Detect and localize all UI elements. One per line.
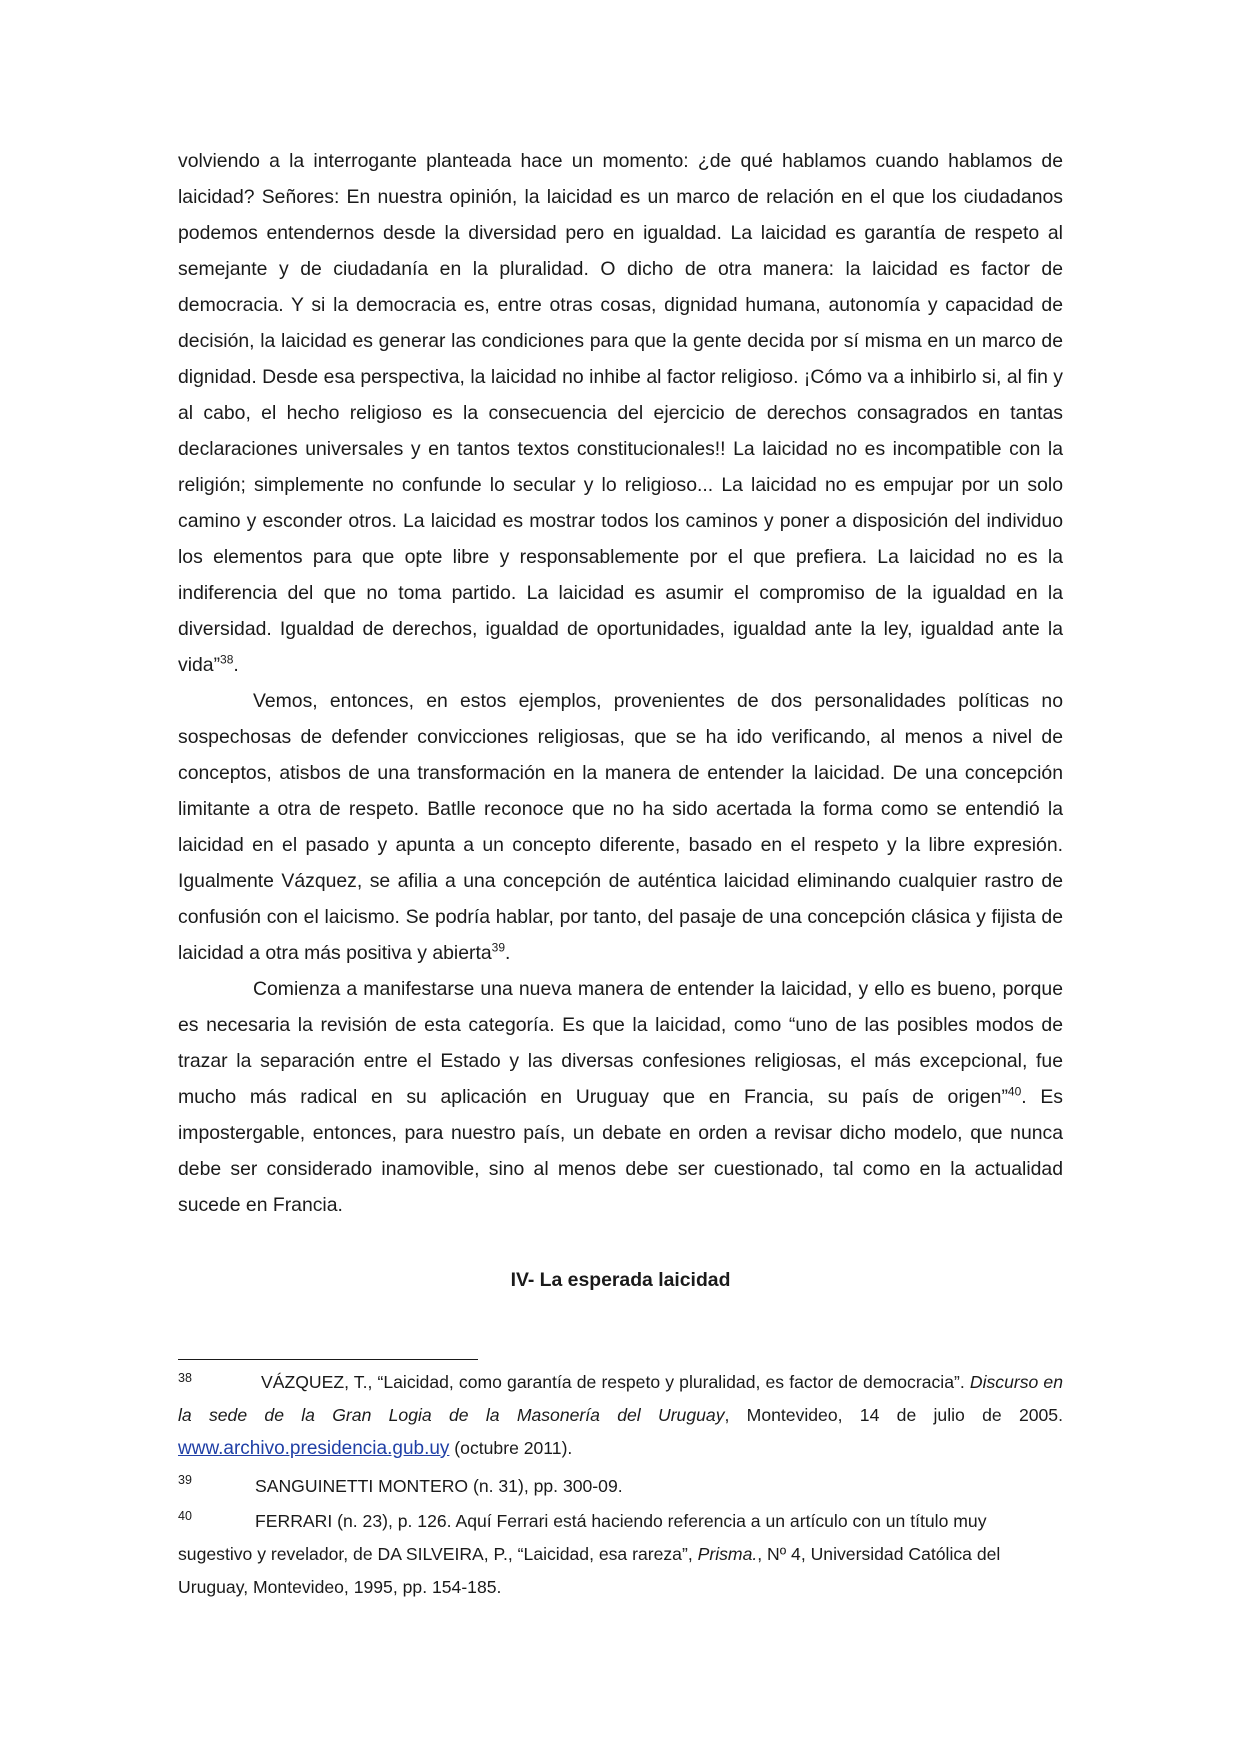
paragraph-3-text: Comienza a manifestarse una nueva manera de entender la laicidad, y ello es bueno, porque es necesaria la revisión de esta categoría. Es que la laicidad, como “uno de las posibles modos de trazar la separación entre el Estado y las diversas confesiones religiosas, el más excepcional, fue mucho más radical en su aplicación en Uruguay que en Francia, su país de origen” [178,978,1063,1108]
section-heading: IV- La esperada laicidad [510,1269,731,1291]
footnote-italic-title: Discurso en la sede de la Gran Logia de la Masonería del Uruguay [178,1372,1063,1425]
footnote-text: FERRARI (n. 23), p. 126. Aquí Ferrari está haciendo referencia a un artículo con un título muy sugestivo y revelador, de DA SILVEIRA, P., “Laicidad, esa rareza”, [178,1511,987,1564]
footnote-number: 38 [178,1371,192,1385]
footnote-text: , Montevideo, 14 de julio de 2005. [724,1405,1063,1425]
footnote-body [178,1505,1063,1604]
paragraph-1-text: volviendo a la interrogante planteada hace un momento: ¿de qué hablamos cuando hablamos de laicidad? Señores: En nuestra opinión, la laicidad es un marco de relación en el que los ciudadanos podemos entendernos desde la diversidad pero en igualdad. La laicidad es garantía de respeto al semejante y de ciudadanía en la pluralidad. O dicho de otra manera: la laicidad es factor de democracia. Y si la democracia es, entre otras cosas, dignidad humana, autonomía y capacidad de decisión, la laicidad es generar las condiciones para que la gente decida por sí misma en un marco de dignidad. Desde esa perspectiva, la laicidad no inhibe al factor religioso. ¡Cómo va a inhibirlo si, al fin y al cabo, el hecho religioso es la consecuencia del ejercicio de derechos consagrados en tantas declaraciones universales y en tantos textos constitucionales!! La laicidad no es incompatible con la religión; simplemente no confunde lo secular y lo religioso... La laicidad no es empujar por un solo camino y esconder otros. La laicidad es mostrar todos los caminos y poner a disposición del individuo los elementos para que opte libre y responsablemente por el que prefiera. La laicidad no es la indiferencia del que no toma partido. La laicidad es asumir el compromiso de la igualdad en la diversidad. Igualdad de derechos, igualdad de oportunidades, igualdad ante la ley, igualdad ante la vida” [178,150,1063,676]
paragraph-2-end: . [505,942,511,964]
footnote-divider [178,1359,478,1360]
archive-link[interactable]: www.archivo.presidencia.gub.uy [178,1438,450,1459]
footnote-number: 40 [178,1509,192,1523]
body-text [178,143,1063,1223]
footnote-ref-39[interactable]: 39 [491,940,505,955]
paragraph-3 [178,971,1063,1223]
footnote-38 [178,1366,1063,1465]
footnote-text: (octubre 2011). [449,1438,573,1458]
footnote-body [178,1366,1063,1465]
footnote-text: SANGUINETTI MONTERO (n. 31), pp. 300-09. [255,1476,623,1496]
paragraph-3-end: . Es impostergable, entonces, para nuestro país, un debate en orden a revisar dicho modelo, que nunca debe ser considerado inamovible, sino al menos debe ser cuestionado, tal como en la actualidad sucede en Francia. [178,1086,1063,1216]
footnote-italic-title: Prisma. [697,1544,758,1564]
footnote-text: VÁZQUEZ, T., “Laicidad, como garantía de respeto y pluralidad, es factor de democracia”. [261,1372,970,1392]
footnote-number: 39 [178,1473,192,1487]
footnote-ref-40[interactable]: 40 [1007,1084,1022,1099]
footnote-text: , Nº 4, Universidad Católica del Uruguay, Montevideo, 1995, pp. 154-185. [178,1544,1001,1597]
paragraph-2-text: Vemos, entonces, en estos ejemplos, provenientes de dos personalidades políticas no sospechosas de defender convicciones religiosas, que se ha ido verificando, al menos a nivel de conceptos, atisbos de una transformación en la manera de entender la laicidad. De una concepción limitante a otra de respeto. Batlle reconoce que no ha sido acertada la forma como se entendió la laicidad en el pasado y apunta a un concepto diferente, basado en el respeto y la libre expresión. Igualmente Vázquez, se afilia a una concepción de auténtica laicidad eliminando cualquier rastro de confusión con el laicismo. Se podría hablar, por tanto, del pasaje de una concepción clásica y fijista de laicidad a otra más positiva y abierta [178,690,1063,964]
paragraph-1 [178,143,1063,683]
footnote-ref-38[interactable]: 38 [220,652,234,667]
paragraph-2 [178,683,1063,971]
footnote-40 [178,1505,1063,1604]
footnotes [178,1366,1063,1604]
paragraph-1-end: . [233,654,239,676]
footnote-39 [178,1471,1063,1501]
